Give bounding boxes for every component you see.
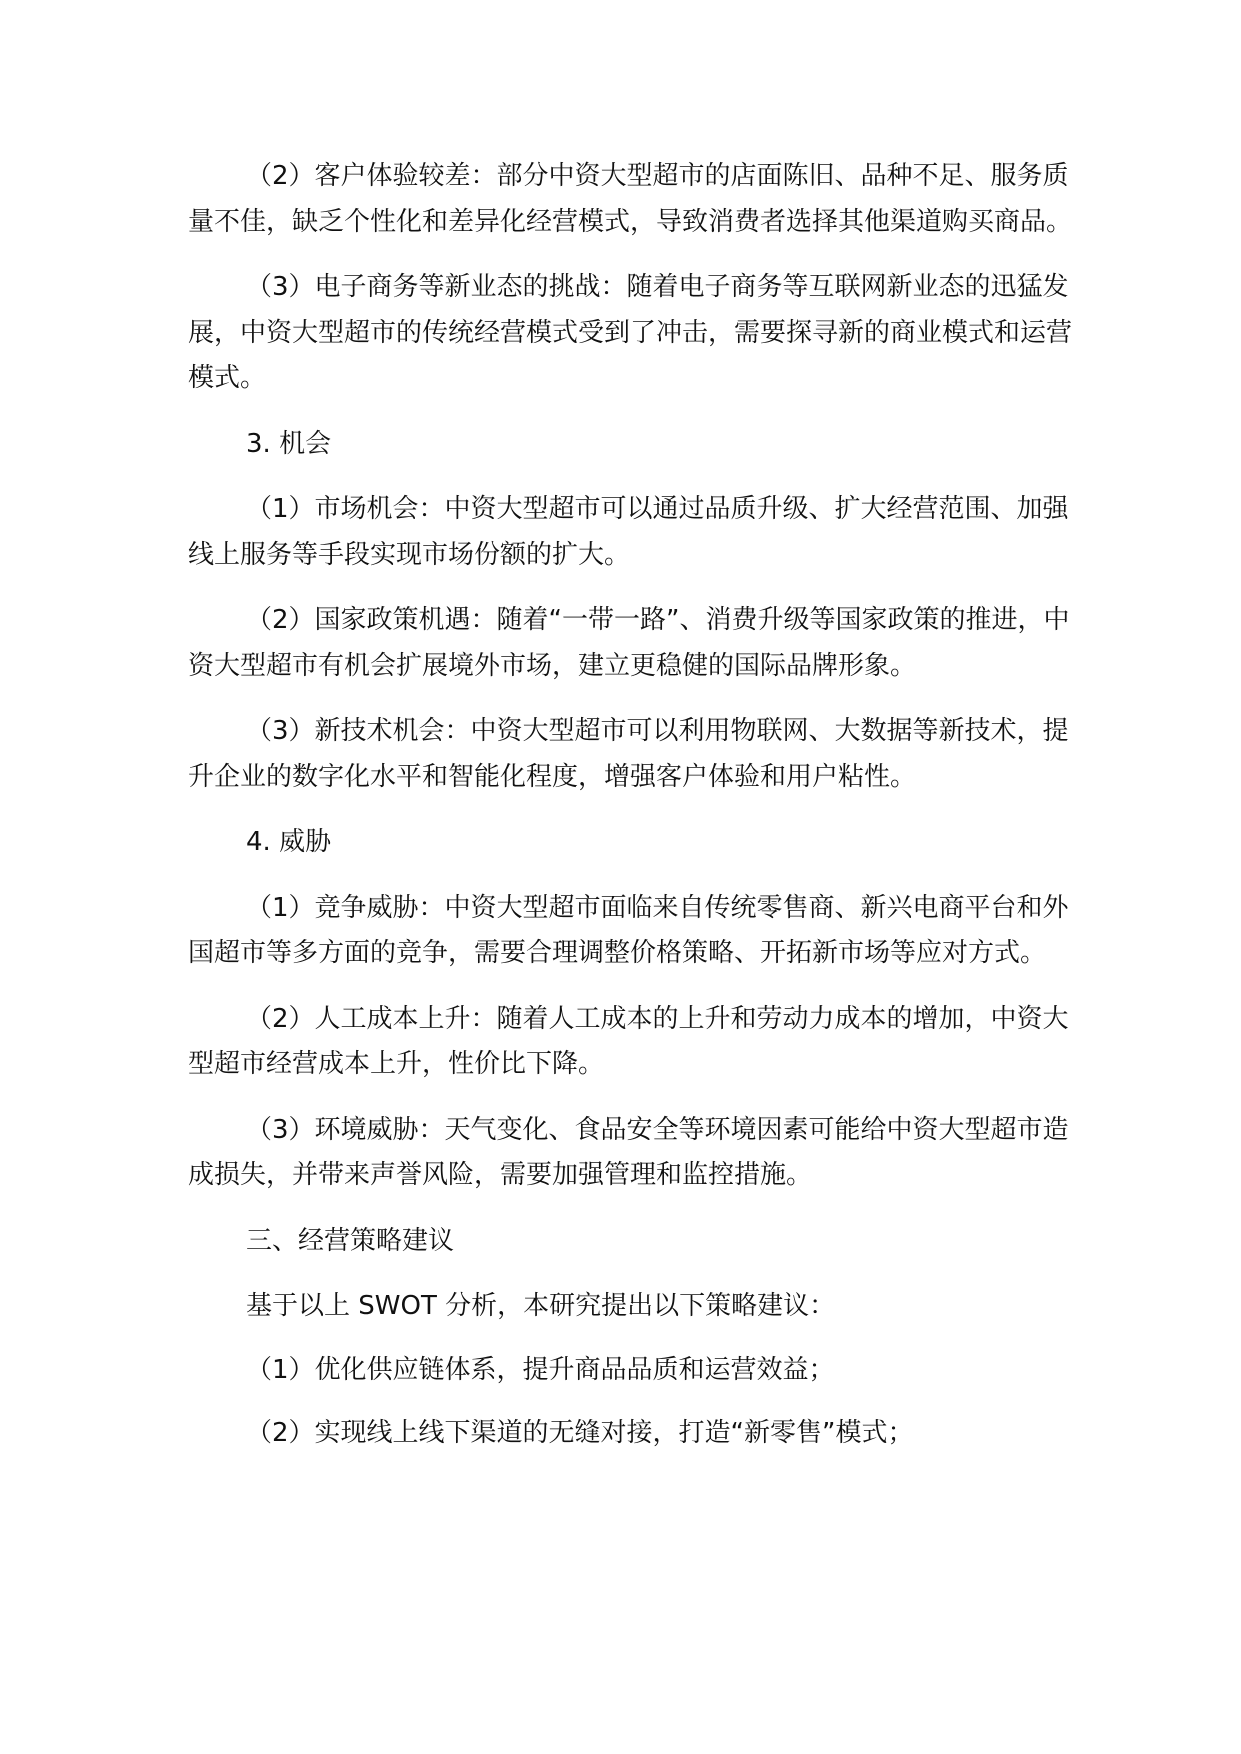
paragraph-policy-opportunity: （2）国家政策机遇：随着“一带一路”、消费升级等国家政策的推进，中资大型超市有机会扩展境外市场，建立更稳健的国际品牌形象。	[188, 605, 1070, 681]
paragraph-labor-cost-threat: （2）人工成本上升：随着人工成本的上升和劳动力成本的增加，中资大型超市经营成本上升，性价比下降。	[188, 1003, 1069, 1079]
paragraph-new-retail-suggestion: （2）实现线上线下渠道的无缝对接，打造“新零售”模式；	[246, 1418, 914, 1448]
heading-threats: 4. 威胁	[246, 827, 332, 857]
paragraph-competition-threat: （1）竞争威胁：中资大型超市面临来自传统零售商、新兴电商平台和外国超市等多方面的竞争，需要合理调整价格策略、开拓新市场等应对方式。	[188, 892, 1069, 968]
paragraph-supply-chain-suggestion: （1）优化供应链体系，提升商品品质和运营效益；	[246, 1354, 835, 1385]
paragraph-customer-experience: （2）客户体验较差：部分中资大型超市的店面陈旧、品种不足、服务质量不佳，缺乏个性化和差异化经营模式，导致消费者选择其他渠道购买商品。	[188, 161, 1073, 237]
heading-strategy-suggestions: 三、经营策略建议	[246, 1225, 455, 1256]
paragraph-technology-opportunity: （3）新技术机会：中资大型超市可以利用物联网、大数据等新技术，提升企业的数字化水平和智能化程度，增强客户体验和用户粘性。	[188, 716, 1069, 792]
heading-opportunities: 3. 机会	[246, 428, 332, 459]
paragraph-environment-threat: （3）环境威胁：天气变化、食品安全等环境因素可能给中资大型超市造成损失，并带来声誉风险，需要加强管理和监控措施。	[188, 1114, 1069, 1190]
document-body	[188, 154, 1088, 1475]
paragraph-swot-intro: 基于以上 SWOT 分析，本研究提出以下策略建议：	[246, 1291, 836, 1321]
paragraph-market-opportunity: （1）市场机会：中资大型超市可以通过品质升级、扩大经营范围、加强线上服务等手段实现市场份额的扩大。	[188, 494, 1069, 570]
paragraph-ecommerce-challenge: （3）电子商务等新业态的挑战：随着电子商务等互联网新业态的迅猛发展，中资大型超市的传统经营模式受到了冲击，需要探寻新的商业模式和运营模式。	[188, 272, 1073, 393]
